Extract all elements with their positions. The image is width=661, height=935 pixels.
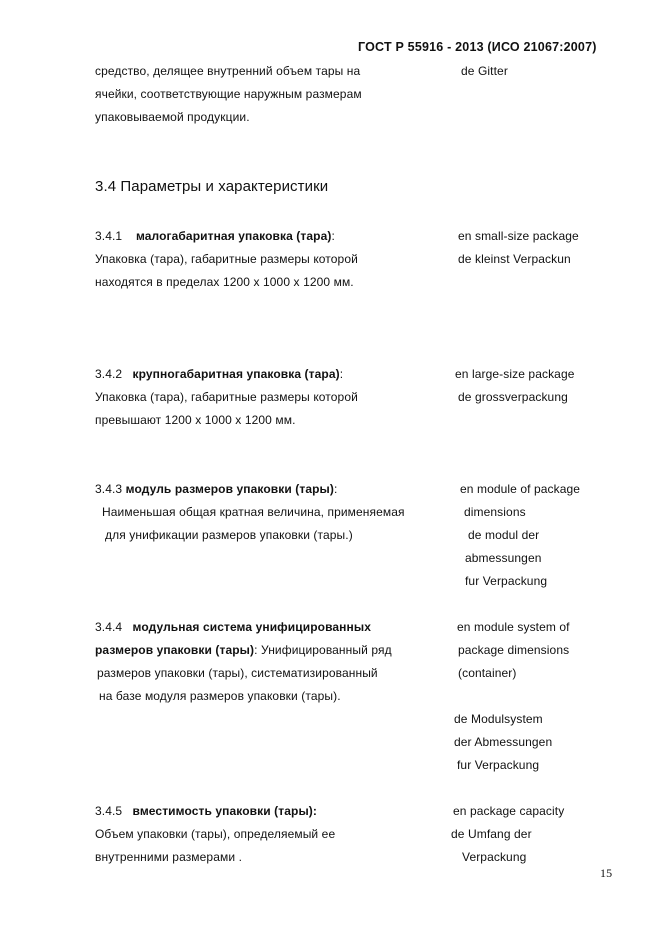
document-header: ГОСТ Р 55916 - 2013 (ИСО 21067:2007)	[358, 40, 597, 54]
term-name-line-2: размеров упаковки (тары)	[95, 643, 255, 657]
intro-line-2: ячейки, соответствующие наружным размерам	[95, 87, 362, 101]
term-3-4-4-body-2: на базе модуля размеров упаковки (тары).	[99, 689, 341, 703]
term-3-4-1-heading	[95, 229, 335, 243]
term-3-4-3-body-1: Наименьшая общая кратная величина, применяемая	[102, 505, 405, 519]
term-3-4-3-foreign-1: en module of package	[460, 482, 581, 496]
term-3-4-5-foreign-1: en package capacity	[453, 804, 565, 818]
term-name: вместимость упаковки (тары):	[132, 804, 317, 818]
term-3-4-2-heading	[95, 367, 343, 381]
term-3-4-3-foreign-4: abmessungen	[465, 551, 542, 565]
term-3-4-2-foreign-de: de grossverpackung	[458, 390, 568, 404]
term-3-4-2-foreign-en: en large-size package	[455, 367, 575, 381]
term-3-4-5-body-1: Объем упаковки (тары), определяемый ее	[95, 827, 336, 841]
term-name-line-1: модульная система унифицированных	[132, 620, 371, 634]
intro-line-3: упаковываемой продукции.	[95, 110, 250, 124]
term-3-4-2-body-2: превышают 1200 х 1000 х 1200 мм.	[95, 413, 296, 427]
term-name: малогабаритная упаковка (тара)	[135, 229, 332, 243]
term-3-4-3-foreign-2: dimensions	[464, 505, 526, 519]
term-3-4-4-foreign-1: en module system of	[457, 620, 570, 634]
term-number: 3.4.5	[95, 804, 123, 818]
term-number: 3.4.3	[95, 482, 123, 496]
term-3-4-4-foreign-2: package dimensions	[458, 643, 570, 657]
term-3-4-4-foreign-6: fur Verpackung	[457, 758, 540, 772]
intro-foreign-de: de Gitter	[461, 64, 508, 78]
term-3-4-4-foreign-3: (container)	[458, 666, 517, 680]
section-title: 3.4 Параметры и характеристики	[95, 178, 329, 195]
term-3-4-3-body-2: для унификации размеров упаковки (тары.)	[105, 528, 353, 542]
term-3-4-4-body-1: размеров упаковки (тары), систематизированный	[97, 666, 378, 680]
term-3-4-5-foreign-3: Verpackung	[462, 850, 527, 864]
term-3-4-5-body-2: внутренними размерами .	[95, 850, 242, 864]
term-3-4-3-foreign-3: de modul der	[468, 528, 540, 542]
term-3-4-3-heading	[95, 482, 337, 496]
term-number: 3.4.1	[95, 229, 123, 243]
term-name: модуль размеров упаковки (тары)	[125, 482, 334, 496]
term-3-4-4-heading-2	[95, 643, 392, 657]
term-3-4-1-body-1: Упаковка (тара), габаритные размеры которой	[95, 252, 358, 266]
term-colon: :	[331, 229, 335, 243]
term-3-4-1-foreign-en: en small-size package	[458, 229, 579, 243]
term-3-4-1-body-2: находятся в пределах 1200 х 1000 х 1200 мм.	[95, 275, 354, 289]
term-3-4-4-foreign-4: de Modulsystem	[454, 712, 543, 726]
page-number: 15	[600, 866, 613, 880]
term-3-4-2-body-1: Упаковка (тара), габаритные размеры которой	[95, 390, 358, 404]
term-colon: :	[333, 482, 338, 496]
term-3-4-5-heading	[95, 804, 317, 818]
term-colon: :	[339, 367, 344, 381]
term-3-4-3-foreign-5: fur Verpackung	[465, 574, 548, 588]
term-3-4-5-foreign-2: de Umfang der	[451, 827, 532, 841]
term-definition-start: : Унифицированный ряд	[254, 643, 392, 657]
term-3-4-1-foreign-de: de kleinst Verpackun	[458, 252, 571, 266]
term-number: 3.4.2	[95, 367, 123, 381]
term-name: крупногабаритная упаковка (тара)	[132, 367, 340, 381]
intro-line-1: средство, делящее внутренний объем тары на	[95, 64, 361, 78]
term-3-4-4-foreign-5: der Abmessungen	[454, 735, 553, 749]
term-3-4-4-heading	[95, 620, 371, 634]
term-number: 3.4.4	[95, 620, 123, 634]
